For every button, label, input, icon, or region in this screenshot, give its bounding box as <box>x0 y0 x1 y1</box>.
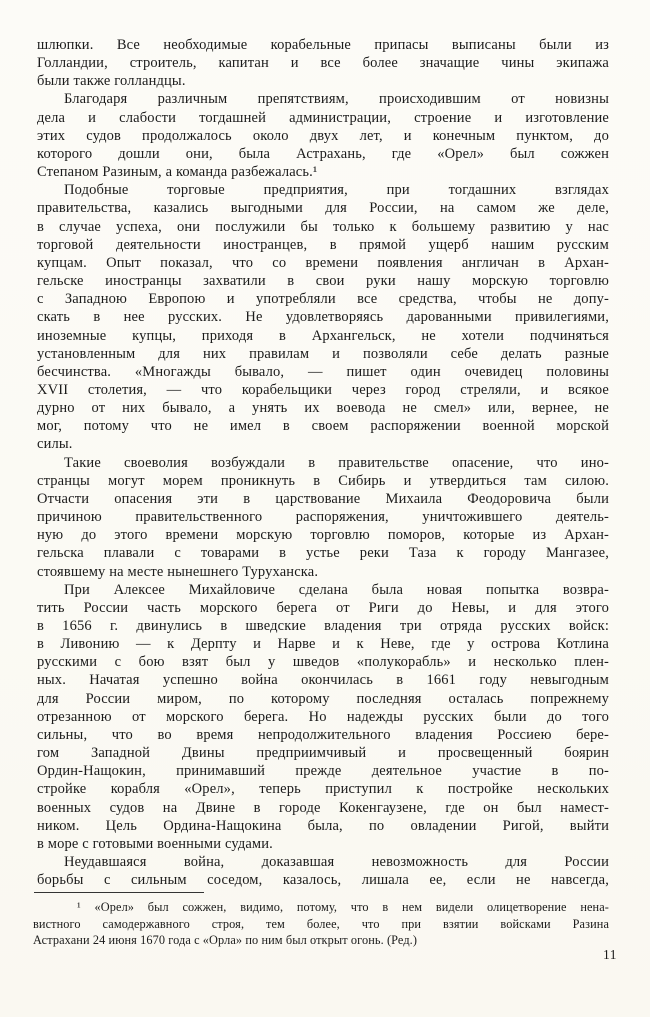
text-line: силы. <box>37 436 73 453</box>
text-line: сильны, что во время непродолжительного владения Россиею бере- <box>37 726 609 743</box>
paragraph <box>37 36 609 90</box>
text-block <box>37 36 609 889</box>
text-line: стройке корабля «Орел», теперь приступил к постройке нескольких <box>37 781 609 798</box>
text-line: ных. Начатая успешно война окончилась в 1661 году невыгодным <box>37 672 609 689</box>
text-line: тить России часть морского берега от Риги до Невы, и для этого <box>37 599 609 616</box>
text-line: ную до этого времени морскую торговлю поморов, которые из Архан- <box>37 527 609 544</box>
text-line: в Ливонию — к Дерпту и Нарве и к Неве, где у острова Котлина <box>37 636 609 653</box>
text-line: ¹ «Орел» был сожжен, видимо, потому, что в нем видели олицетворение нена- <box>77 900 609 914</box>
text-line: купцам. Опыт показал, что со времени появления англичан в Архан- <box>37 254 609 271</box>
text-line: Неудавшаяся война, доказавшая невозможность для России <box>64 854 609 871</box>
page-number: 11 <box>603 947 617 962</box>
footnote-divider <box>34 892 204 893</box>
text-line: Степаном Разиным, а команда разбежалась.¹ <box>37 164 318 181</box>
text-line: которого дошли они, была Астрахань, где «Орел» был сожжен <box>37 145 609 162</box>
text-line: Отчасти опасения эти в царствование Михаила Феодоровича были <box>37 490 609 507</box>
text-line: ником. Цель Ордина-Нащокина была, по овладении Ригой, выйти <box>37 817 609 834</box>
text-line: мог, потому что не имел в своем распоряжении военной морской <box>37 418 609 435</box>
text-line: русскими с бою взят был у шведов «полукорабль» и несколько плен- <box>37 654 609 671</box>
paragraph <box>37 853 609 889</box>
text-line: шлюпки. Все необходимые корабельные припасы выписаны были из <box>37 37 609 53</box>
text-line: иноземные купцы, приходя в Архангельск, не хотели подчиняться <box>37 327 609 344</box>
text-line: гельске иностранцы захватили в свои руки нашу морскую торговлю <box>37 273 609 290</box>
text-line: причиною правительственного распоряжения, уничтожившего деятель- <box>37 509 609 526</box>
text-line: Ордин-Нащокин, принимавший прежде деятельное участие в по- <box>37 763 609 780</box>
text-line: в море с готовыми военными судами. <box>37 835 273 852</box>
text-line: гом Западной Двины предприимчивый и просвещенный боярин <box>37 745 609 762</box>
footnote-text <box>33 899 609 949</box>
text-line: Подобные торговые предприятия, при тогдашних взглядах <box>64 182 609 199</box>
text-line: Голландии, строитель, капитан и все более значащие чины экипажа <box>37 55 609 72</box>
text-line: отрезанною от морского берега. Но надежды русских были до того <box>37 708 609 725</box>
text-line: борьбы с сильным соседом, казалось, лишала ее, если не навсегда, <box>37 872 609 889</box>
text-line: скать в нее русских. Не удовлетворяясь дарованными привилегиями, <box>37 309 609 326</box>
text-line: бесчинства. «Многажды бывало, — пишет один очевидец половины <box>37 363 609 380</box>
text-line: в 1656 г. двинулись в шведские владения три отряда русских войск: <box>37 618 609 634</box>
text-line: Благодаря различным препятствиям, происходившим от новизны <box>64 91 609 108</box>
text-line: Астрахани 24 июня 1670 года с «Орла» по ним был открыт огонь. (Ред.) <box>33 933 418 948</box>
text-line: стоявшему на месте нынешнего Туруханска. <box>37 563 319 580</box>
text-line: установленным для них правилам и позволяли себе делать разные <box>37 345 609 362</box>
paragraph <box>37 581 609 853</box>
text-line: вистного самодержавного строя, тем более, что при взятии войсками Разина <box>33 916 609 931</box>
text-line: торговой деятельности иностранцев, в прямой ущерб нашим русским <box>37 236 609 253</box>
text-line: с Западною Европою и употребляли все средства, чтобы не допу- <box>37 291 609 308</box>
text-line: дела и слабости тогдашней администрации, строение и изготовление <box>37 109 609 126</box>
text-line: странцы могут морем проникнуть в Сибирь и утвердиться там силою. <box>37 472 609 489</box>
text-line: Такие своеволия возбуждали в правительстве опасение, что ино- <box>64 454 609 471</box>
text-line: в случае успеха, они послужили бы только к большему развитию у нас <box>37 218 609 235</box>
text-line: были также голландцы. <box>37 73 186 90</box>
text-line: этих судов продолжалось около двух лет, и конечным пунктом, до <box>37 127 609 144</box>
paragraph <box>37 181 609 453</box>
paragraph <box>37 90 609 181</box>
text-line: гельска плавали с товарами в устье реки Таза к городу Мангазее, <box>37 545 609 562</box>
text-line: правительства, казались выгодными для России, на самом же деле, <box>37 200 609 217</box>
text-line: XVII столетия, — что корабельщики через город стреляли, и всякое <box>37 381 609 398</box>
text-line: При Алексее Михайловиче сделана была новая попытка возвра- <box>64 581 609 598</box>
text-line: военных судов на Двине в городе Кокенгаузене, где он был намест- <box>37 799 609 816</box>
text-line: дурно от них бывало, а унять их воевода не смел» или, вернее, не <box>37 400 609 417</box>
paragraph <box>37 454 609 581</box>
text-line: для России миром, по которому последняя осталась попрежнему <box>37 690 609 707</box>
